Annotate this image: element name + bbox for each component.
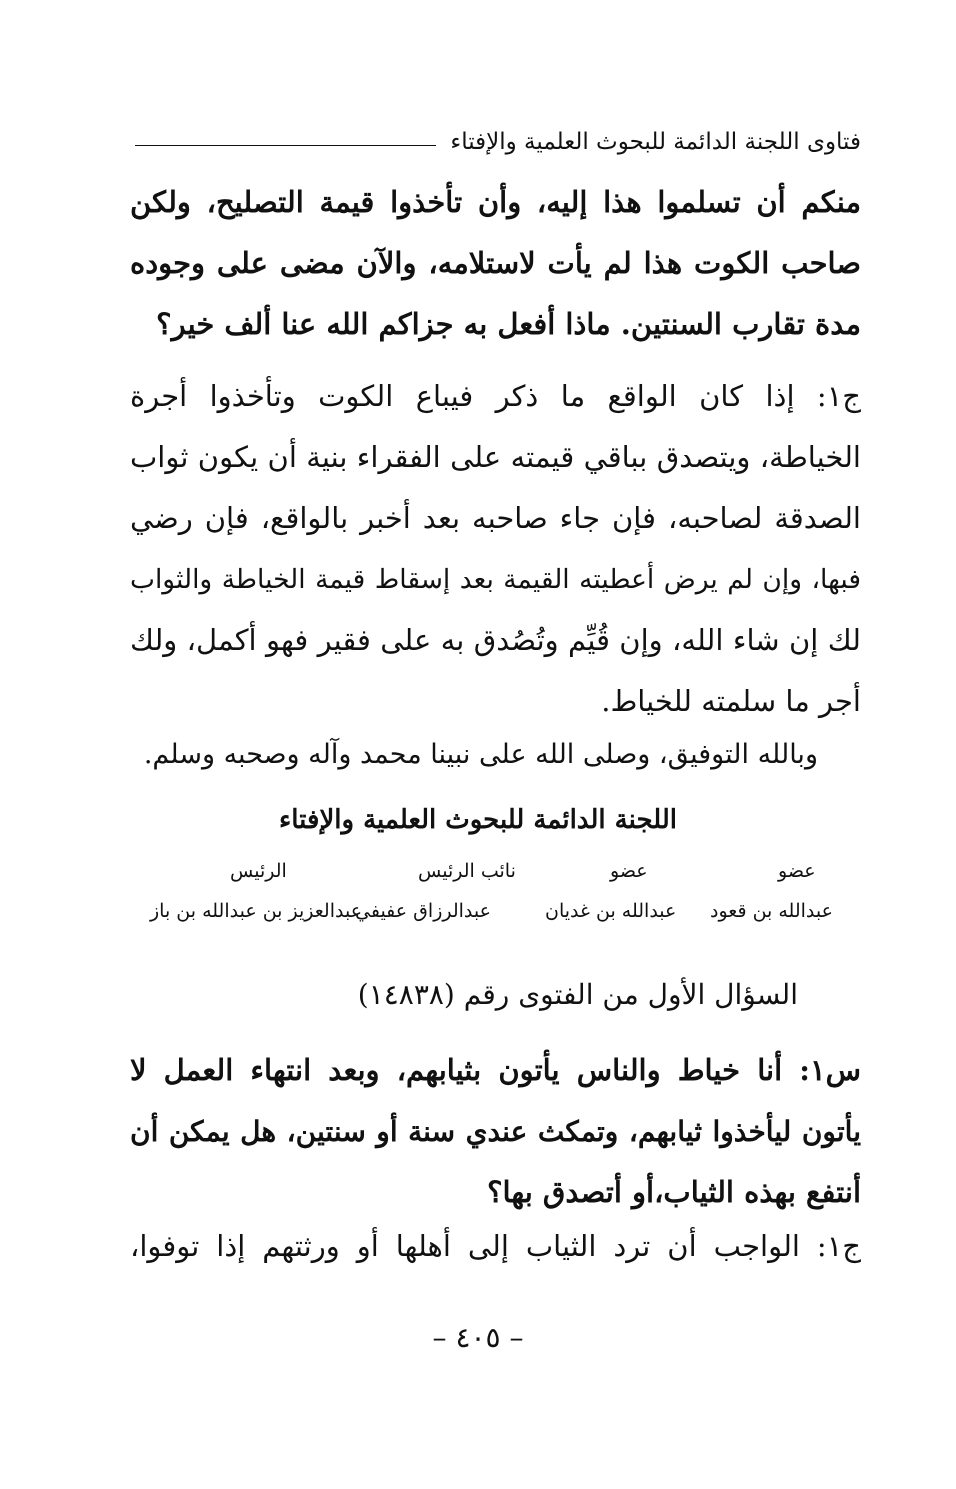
committee-name: اللجنة الدائمة للبحوث العلمية والإفتاء [279, 805, 677, 835]
answer-line: ج١: إذا كان الواقع ما ذكر فيباع الكوت وتأخذوا أجرة [130, 379, 861, 413]
answer-line: ج١: الواجب أن ترد الثياب إلى أهلها أو ورثتهم إذا توفوا، [130, 1229, 861, 1263]
signatory-title-president: الرئيس [230, 860, 287, 882]
answer-2 [130, 1216, 861, 1277]
header-title: فتاوى اللجنة الدائمة للبحوث العلمية والإفتاء [450, 129, 861, 155]
answer-line: الخياطة، ويتصدق بباقي قيمته على الفقراء بنية أن يكون ثواب [130, 440, 861, 474]
signatory-titles [0, 860, 956, 890]
answer-1 [130, 366, 861, 732]
fatwa-number-heading: السؤال الأول من الفتوى رقم (١٤٨٣٨) [357, 978, 798, 1011]
page-number: – ٤٠٥ – [432, 1321, 524, 1354]
signatory-name-president: عبدالعزيز بن عبدالله بن باز [150, 900, 363, 922]
signatory-title-member: عضو [610, 860, 648, 882]
signatory-names [0, 900, 956, 930]
answer-line: أجر ما سلمته للخياط. [601, 684, 861, 718]
signatory-name-member: عبدالله بن قعود [710, 900, 833, 922]
question-line: أنتفع بهذه الثياب،أو أتصدق بها؟ [487, 1175, 861, 1209]
signatory-title-vice-president: نائب الرئيس [418, 860, 516, 882]
header-rule [135, 145, 436, 146]
question-line: صاحب الكوت هذا لم يأت لاستلامه، والآن مضى على وجوده [130, 246, 861, 280]
answer-line: الصدقة لصاحبه، فإن جاء صاحبه بعد أخبر بالواقع، فإن رضي [130, 501, 861, 535]
question-line: س١: أنا خياط والناس يأتون بثيابهم، وبعد انتهاء العمل لا [130, 1053, 861, 1087]
answer-line: فبها، وإن لم يرض أعطيته القيمة بعد إسقاط قيمة الخياطة والثواب [130, 564, 861, 595]
signatory-name-member: عبدالله بن غديان [545, 900, 677, 922]
signatory-name-vice-president: عبدالرزاق عفيفي [355, 900, 491, 922]
question-2 [130, 1040, 861, 1223]
question-continued [130, 172, 861, 355]
running-header [135, 122, 861, 162]
question-line: يأتون ليأخذوا ثيابهم، وتمكث عندي سنة أو سنتين، هل يمكن أن [130, 1115, 861, 1148]
question-line: منكم أن تسلموا هذا إليه، وأن تأخذوا قيمة التصليح، ولكن [130, 185, 861, 219]
question-line: مدة تقارب السنتين. ماذا أفعل به جزاكم الله عنا ألف خير؟ [156, 307, 861, 341]
answer-line: لك إن شاء الله، وإن قُيِّم وتُصُدق به على فقير فهو أكمل، ولك [130, 623, 861, 657]
signatory-title-member: عضو [778, 860, 816, 882]
closing-formula: وبالله التوفيق، وصلى الله على نبينا محمد وآله وصحبه وسلم. [143, 739, 818, 770]
